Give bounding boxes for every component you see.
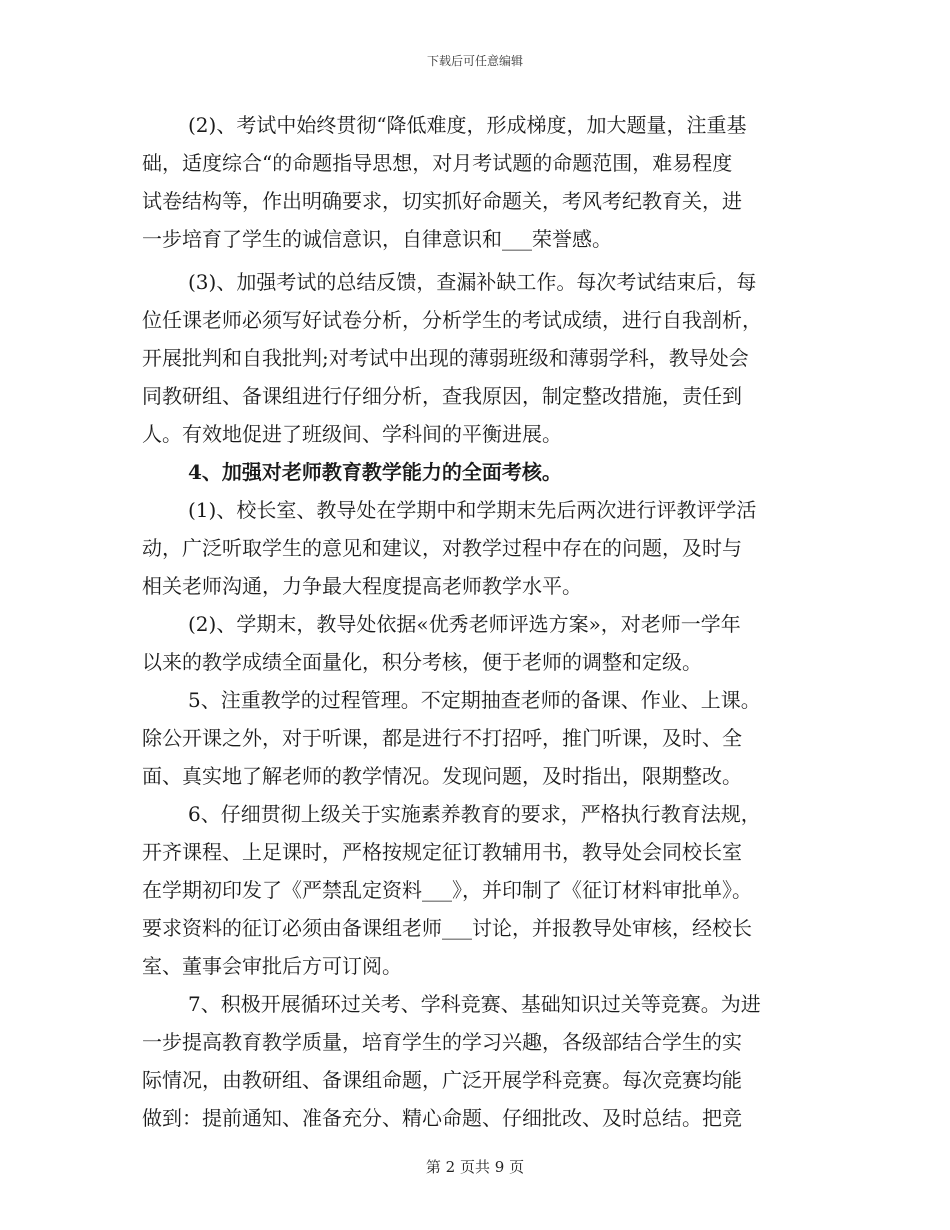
body-line: 做到：提前通知、准备充分、精心命题、仔细批改、及时总结。把竞 [142, 1106, 742, 1130]
page-header: 下载后可任意编辑 [426, 54, 523, 68]
body-line: 同教研组、备课组进行仔细分析，查我原因，制定整改措施，责任到 [142, 384, 742, 408]
body-line: (2)、考试中始终贯彻“降低难度，形成梯度，加大题量，注重基 [188, 113, 747, 137]
section-heading: 4、加强对老师教育教学能力的全面考核。 [188, 460, 562, 484]
body-line: 7、积极开展循环过关考、学科竞赛、基础知识过关等竞赛。为进 [188, 992, 761, 1016]
body-line: 5、注重教学的过程管理。不定期抽查老师的备课、作业、上课。 [188, 688, 761, 712]
body-line: 除公开课之外，对于听课，都是进行不打招呼，推门听课，及时、全 [142, 726, 742, 750]
body-line: 室、董事会审批后方可订阅。 [142, 954, 402, 978]
body-line: (1)、校长室、教导处在学期中和学期末先后两次进行评教评学活 [188, 498, 757, 522]
body-line: 相关老师沟通，力争最大程度提高老师教学水平。 [142, 574, 582, 598]
body-line: (2)、学期末，教导处依据«优秀老师评选方案»，对老师一学年 [188, 612, 741, 636]
body-line: 一步培育了学生的诚信意识，自律意识和___荣誉感。 [142, 227, 612, 251]
body-line: 动，广泛听取学生的意见和建议，对教学过程中存在的问题，及时与 [142, 536, 742, 560]
body-line: 以来的教学成绩全面量化，积分考核，便于老师的调整和定级。 [142, 650, 702, 674]
body-line: 要求资料的征订必须由备课组老师___讨论，并报教导处审核，经校长 [142, 916, 752, 940]
body-line: 开展批判和自我批判;对考试中出现的薄弱班级和薄弱学科，教导处会 [142, 346, 749, 370]
body-line: 际情况，由教研组、备课组命题，广泛开展学科竞赛。每次竞赛均能 [142, 1068, 742, 1092]
body-line: 在学期初印发了《严禁乱定资料___》，并印制了《征订材料审批单》。 [142, 878, 752, 902]
body-line: 试卷结构等，作出明确要求，切实抓好命题关，考风考纪教育关，进 [142, 189, 742, 213]
body-line: 面、真实地了解老师的教学情况。发现问题，及时指出，限期整改。 [142, 764, 742, 788]
body-line: 6、仔细贯彻上级关于实施素养教育的要求，严格执行教育法规， [188, 802, 761, 826]
body-line: 开齐课程、上足课时，严格按规定征订教辅用书，教导处会同校长室 [142, 840, 742, 864]
body-line: 位任课老师必须写好试卷分析，分析学生的考试成绩，进行自我剖析， [142, 308, 762, 332]
body-line: 础，适度综合“的命题指导思想，对月考试题的命题范围，难易程度 [142, 151, 733, 175]
page-number: 第 2 页共 9 页 [425, 1158, 525, 1176]
body-line: 一步提高教育教学质量，培育学生的学习兴趣，各级部结合学生的实 [142, 1030, 742, 1054]
body-line: 人。有效地促进了班级间、学科间的平衡进展。 [142, 422, 562, 446]
body-line: (3)、加强考试的总结反馈，查漏补缺工作。每次考试结束后，每 [188, 270, 757, 294]
